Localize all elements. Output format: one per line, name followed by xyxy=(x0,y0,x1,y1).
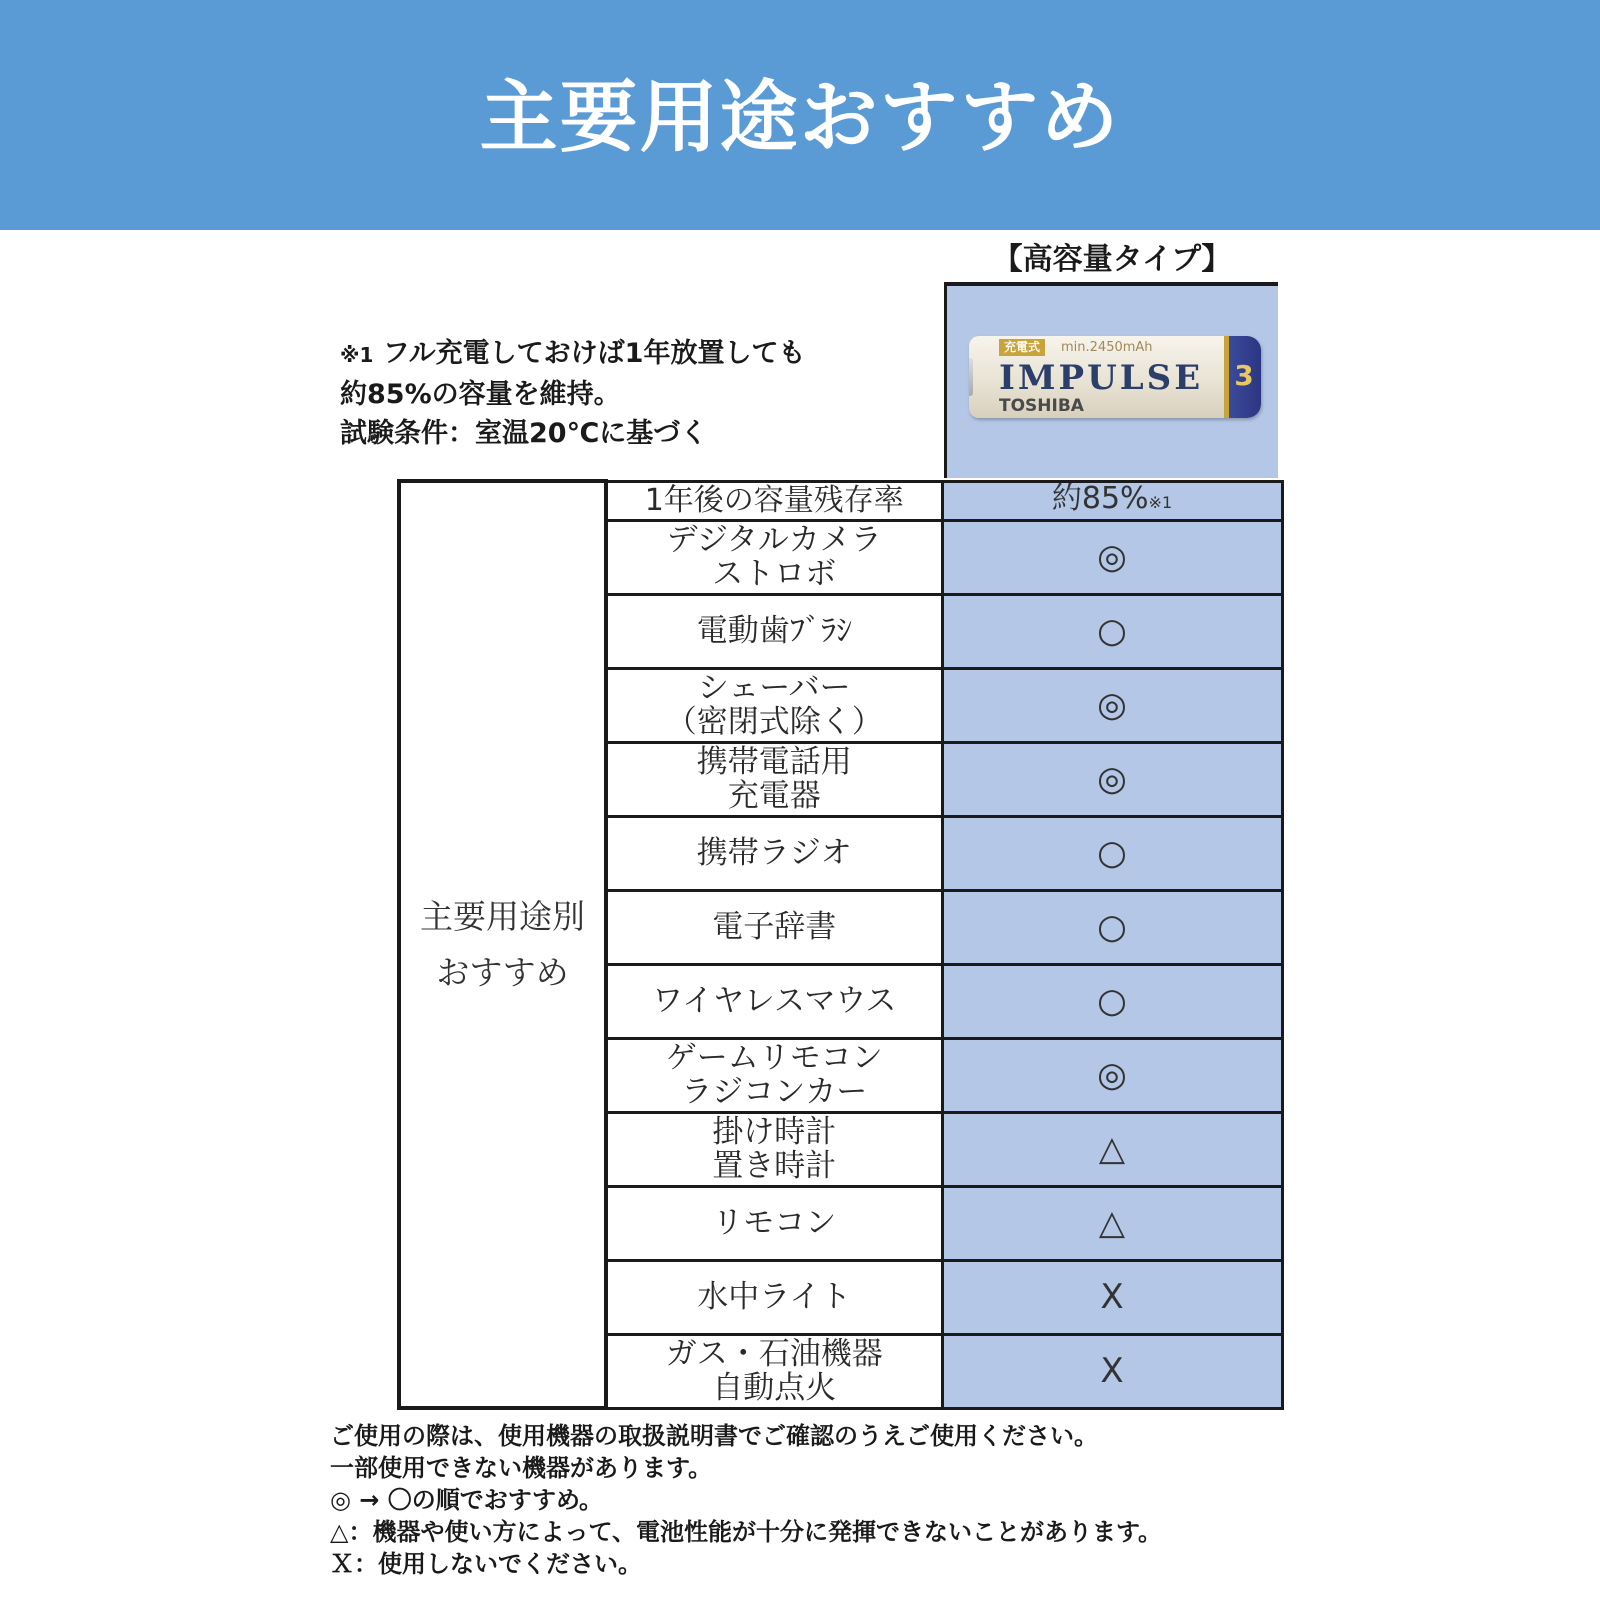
header-banner xyxy=(0,0,1600,230)
recommendation-mark: ○ xyxy=(942,816,1282,890)
usage-note-line: △：機器や使い方によって、電池性能が十分に発揮できないことがあります。 xyxy=(330,1518,1163,1546)
usage-label: ガス・石油機器 xyxy=(665,1336,883,1372)
recommendation-mark: ○ xyxy=(942,964,1282,1038)
usage-note-line: ◎ → 〇の順でおすすめ。 xyxy=(330,1486,604,1514)
category-label: 主要用途別 xyxy=(420,896,585,936)
usage-label: （密閉式除く） xyxy=(665,704,883,740)
product-image-cell xyxy=(944,282,1278,478)
usage-notes xyxy=(330,1420,1162,1580)
usage-label: 携帯ラジオ xyxy=(696,835,852,871)
recommendation-mark: ◎ xyxy=(942,668,1282,742)
product-type-label: 【高容量タイプ】 xyxy=(992,242,1232,277)
usage-label-cell xyxy=(606,520,942,594)
usage-label: リモコン xyxy=(712,1205,837,1241)
recommendation-mark: ◎ xyxy=(942,1038,1282,1112)
usage-label-cell xyxy=(606,1112,942,1186)
usage-label-cell xyxy=(606,964,942,1038)
usage-label-cell xyxy=(606,594,942,668)
usage-label: 水中ライト xyxy=(697,1279,852,1315)
usage-label: 電動歯ﾌﾞﾗｼ xyxy=(696,613,852,649)
battery-image xyxy=(969,336,1261,418)
usage-label-cell xyxy=(606,1038,942,1112)
retention-value-cell xyxy=(942,481,1282,520)
category-cell xyxy=(399,481,606,1408)
usage-label-cell xyxy=(606,816,942,890)
recommendation-mark: X xyxy=(942,1260,1282,1334)
usage-label: 携帯電話用 xyxy=(696,744,852,780)
usage-label: シェーバー xyxy=(697,670,851,706)
recommendation-mark: ◎ xyxy=(942,742,1282,816)
battery-brand: IMPULSE xyxy=(999,358,1204,398)
usage-label-cell xyxy=(606,1334,942,1408)
battery-maker: TOSHIBA xyxy=(999,396,1084,416)
category-label: おすすめ xyxy=(436,952,569,992)
battery-badge: 3 xyxy=(1234,359,1254,392)
usage-label: ストロボ xyxy=(712,556,837,592)
usage-label: デジタルカメラ xyxy=(666,522,882,558)
usage-label: ラジコンカー xyxy=(681,1074,868,1110)
capacity-note-line: 試験条件：室温20℃に基づく xyxy=(340,418,708,449)
usage-label-cell xyxy=(606,1186,942,1260)
page-title: 主要用途おすすめ xyxy=(479,73,1121,163)
usage-label: 掛け時計 xyxy=(712,1114,837,1150)
capacity-note-line xyxy=(340,334,805,375)
usage-label: 充電器 xyxy=(727,778,821,814)
note-text: フル充電しておけば1年放置しても xyxy=(382,338,806,369)
usage-table xyxy=(397,479,1284,1410)
recommendation-mark: X xyxy=(942,1334,1282,1408)
recommendation-mark: ◎ xyxy=(942,520,1282,594)
retention-ref-mark: ※1 xyxy=(1148,492,1173,512)
recommendation-mark: △ xyxy=(942,1186,1282,1260)
battery-capacity-text: min.2450mAh xyxy=(1061,340,1153,355)
usage-label-cell xyxy=(606,1260,942,1334)
usage-label: 電子辞書 xyxy=(712,909,837,945)
table-row-retention xyxy=(399,481,1282,520)
recommendation-mark: ○ xyxy=(942,594,1282,668)
usage-note-line: 一部使用できない機器があります。 xyxy=(330,1454,713,1482)
retention-label: 1年後の容量残存率 xyxy=(606,481,942,520)
recommendation-mark: ○ xyxy=(942,890,1282,964)
usage-label-cell xyxy=(606,890,942,964)
usage-note-line: Ｘ：使用しないでください。 xyxy=(330,1550,642,1578)
usage-label-cell xyxy=(606,668,942,742)
usage-label: 置き時計 xyxy=(712,1148,837,1184)
usage-label: ゲームリモコン xyxy=(665,1040,883,1076)
note-ref-mark: ※1 xyxy=(340,343,374,367)
usage-label-cell xyxy=(606,742,942,816)
recommendation-mark: △ xyxy=(942,1112,1282,1186)
capacity-note xyxy=(340,334,805,453)
battery-tag: 充電式 xyxy=(999,339,1045,356)
retention-value: 約85% xyxy=(1051,480,1149,516)
usage-label: ワイヤレスマウス xyxy=(652,983,897,1019)
capacity-note-line: 約85%の容量を維持。 xyxy=(340,379,621,410)
battery-terminal xyxy=(969,358,973,396)
usage-label: 自動点火 xyxy=(712,1370,837,1406)
usage-note-line: ご使用の際は、使用機器の取扱説明書でご確認のうえご使用ください。 xyxy=(330,1422,1098,1450)
